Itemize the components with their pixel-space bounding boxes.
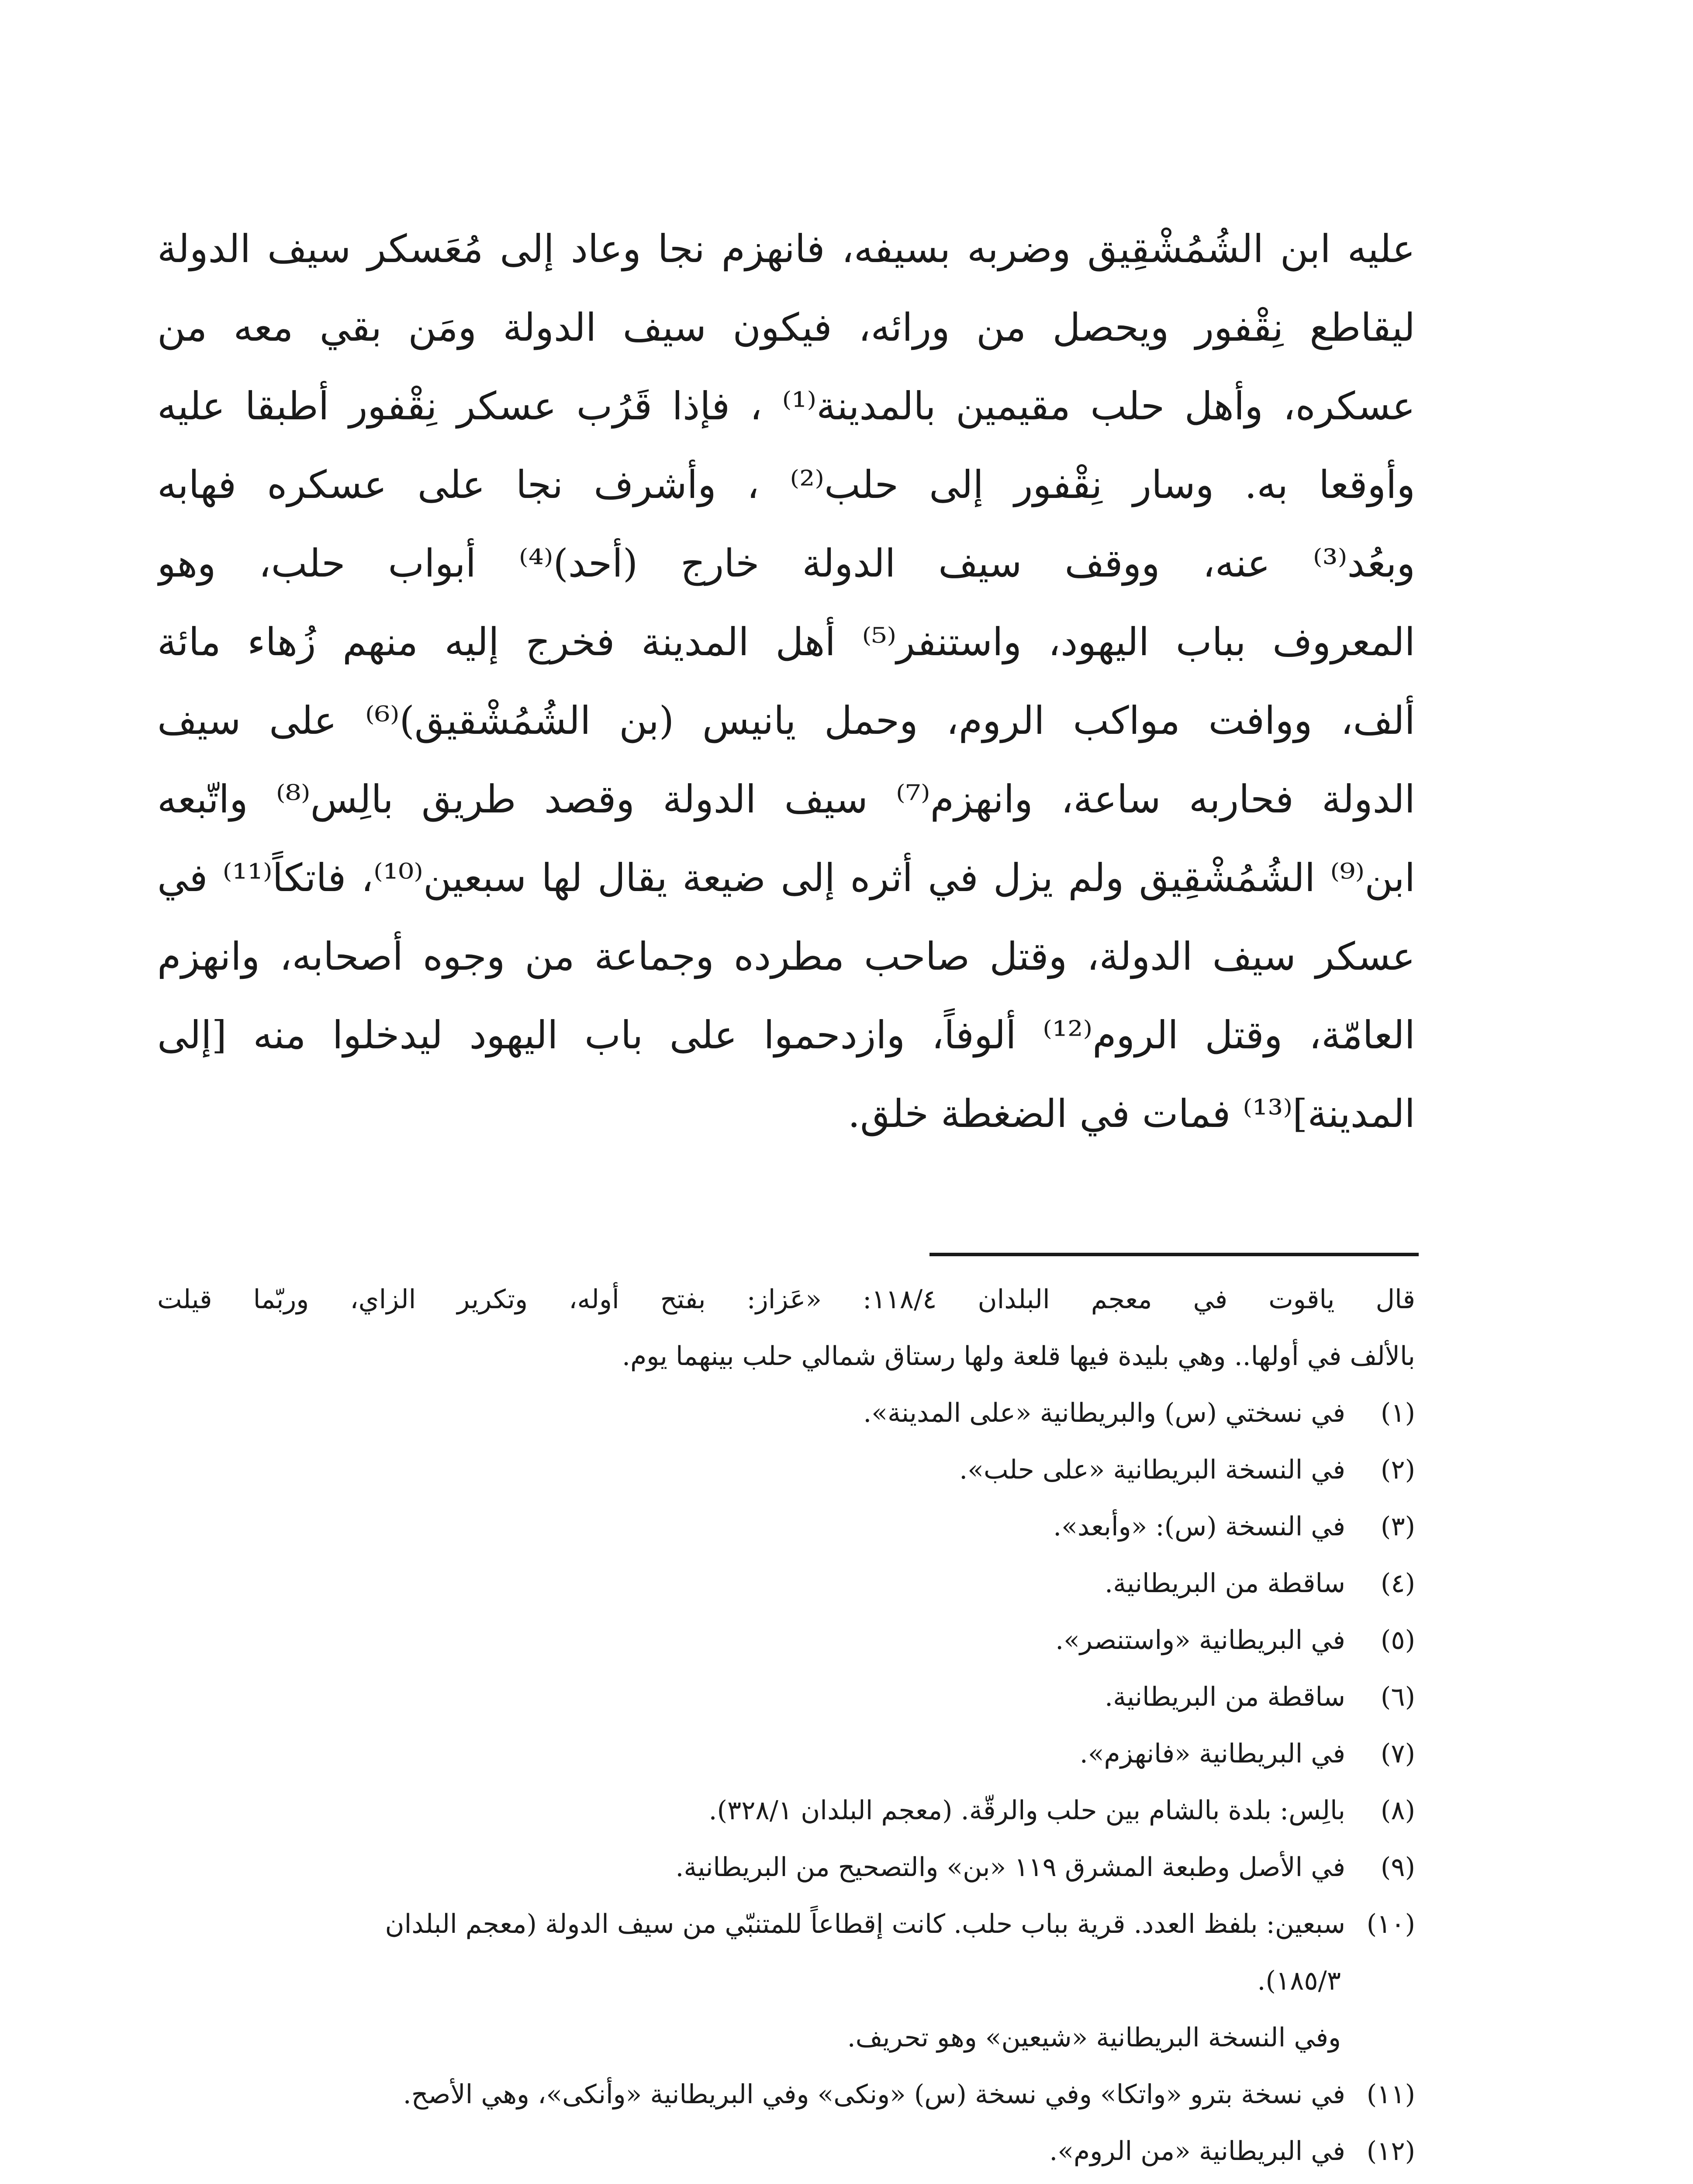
footnote-text: في نسخة بترو «واتكا» وفي نسخة (س) «ونكى» وفي البريطانية «وأنكى»، وهي الأصح. [403, 2079, 1345, 2110]
footnote-4 [157, 1555, 1415, 1612]
footnote-11 [157, 2066, 1415, 2123]
main-text-line: المعروف بباب اليهود، واستنفر⁽⁵⁾ أهل المدينة فخرج إليه منهم زُهاء مائة [157, 619, 1415, 664]
footnote-number: (١) [1380, 1398, 1415, 1428]
footnote-12 [157, 2123, 1415, 2180]
footnote-number: (٨) [1380, 1795, 1415, 1826]
main-text-line: ليقاطع نِقْفور ويحصل من ورائه، فيكون سيف الدولة ومَن بقي معه من [157, 305, 1415, 350]
footnote-text: في نسختي (س) والبريطانية «على المدينة». [863, 1398, 1345, 1428]
main-text-line: ألف، ووافت مواكب الروم، وحمل يانيس (بن الشُمُشْقيق)⁽⁶⁾ على سيف [157, 698, 1415, 743]
footnote-text: ساقطة من البريطانية. [1105, 1682, 1345, 1712]
footnote-3 [157, 1498, 1415, 1555]
footnote-8 [157, 1782, 1415, 1839]
footnote-text: بالِس: بلدة بالشام بين حلب والرقّة. (معجم البلدان ٣٢٨/١). [708, 1795, 1345, 1826]
footnote-intro-line: بالألف في أولها.. وهي بليدة فيها قلعة ولها رستاق شمالي حلب بينهما يوم. [622, 1341, 1415, 1372]
footnote-number: (١٠) [1366, 1909, 1415, 1939]
footnote-13 [157, 2180, 1415, 2184]
footnote-number: (٢) [1380, 1455, 1415, 1485]
main-text-line: وبعُد⁽³⁾ عنه، ووقف سيف الدولة خارج (أحد)⁽⁴⁾ أبواب حلب، وهو [157, 541, 1415, 586]
footnote-1 [157, 1385, 1415, 1441]
main-text-line: عليه ابن الشُمُشْقِيق وضربه بسيفه، فانهزم نجا وعاد إلى مُعَسكر سيف الدولة [157, 226, 1415, 271]
footnote-number: (١٢) [1366, 2136, 1415, 2167]
footnote-10 [157, 1896, 1415, 1952]
main-text-line: الدولة فحاربه ساعة، وانهزم⁽⁷⁾ سيف الدولة وقصد طريق بالِس⁽⁸⁾ واتّبعه [157, 777, 1415, 822]
footnote-text: في البريطانية «من الروم». [1049, 2136, 1345, 2167]
footnote-text: في النسخة البريطانية «على حلب». [959, 1455, 1345, 1485]
footnote-text: ساقطة من البريطانية. [1105, 1568, 1345, 1599]
footnote-number: (٦) [1380, 1682, 1415, 1712]
footnote-separator [929, 1253, 1419, 1256]
footnote-10-continuation: ١٨٥/٣). [1257, 1966, 1341, 1996]
footnote-number: (٧) [1380, 1738, 1415, 1769]
footnote-5 [157, 1612, 1415, 1669]
footnote-text: سبعين: بلفظ العدد. قرية بباب حلب. كانت إقطاعاً للمتنبّي من سيف الدولة (معجم البلدان [385, 1909, 1345, 1939]
footnote-10-extra: وفي النسخة البريطانية «شيعين» وهو تحريف. [847, 2022, 1341, 2053]
main-text-line: العامّة، وقتل الروم⁽¹²⁾ ألوفاً، وازدحموا على باب اليهود ليدخلوا منه [إلى [157, 1013, 1415, 1057]
footnote-number: (٥) [1380, 1625, 1415, 1655]
footnote-intro-line: قال ياقوت في معجم البلدان ١١٨/٤: «عَزاز: بفتح أوله، وتكرير الزاي، وربّما قيلت [157, 1284, 1415, 1315]
footnote-text: في البريطانية «فانهزم». [1079, 1738, 1345, 1769]
footnote-text: في النسخة (س): «وأبعد». [1053, 1511, 1345, 1542]
footnote-6 [157, 1669, 1415, 1725]
footnote-text: في البريطانية «واستنصر». [1055, 1625, 1345, 1655]
main-text-line: عسكره، وأهل حلب مقيمين بالمدينة⁽¹⁾ ، فإذا قَرُب عسكر نِقْفور أطبقا عليه [157, 384, 1415, 429]
footnote-number: (٣) [1380, 1511, 1415, 1542]
footnote-number [1345, 2180, 1415, 2184]
footnote-9 [157, 1839, 1415, 1896]
main-text-line: وأوقعا به. وسار نِقْفور إلى حلب⁽²⁾ ، وأشرف نجا على عسكره فهابه [157, 462, 1415, 507]
footnote-number: (٤) [1380, 1568, 1415, 1599]
main-text-line: ابن⁽⁹⁾ الشُمُشْقِيق ولم يزل في أثره إلى ضيعة يقال لها سبعين⁽¹⁰⁾، فاتكاً⁽¹¹⁾ في [157, 855, 1415, 900]
footnote-2 [157, 1441, 1415, 1498]
footnote-7 [157, 1725, 1415, 1782]
main-text-block [157, 210, 1415, 1153]
footnote-number: (١١) [1366, 2079, 1415, 2110]
main-text-line: المدينة]⁽¹³⁾ فمات في الضغطة خلق. [848, 1091, 1415, 1136]
footnote-text: في الأصل وطبعة المشرق ١١٩ «بن» والتصحيح من البريطانية. [675, 1852, 1345, 1883]
main-text-line: عسكر سيف الدولة، وقتل صاحب مطرده وجماعة من وجوه أصحابه، وانهزم [157, 934, 1415, 979]
footnotes-block [157, 1271, 1415, 2184]
footnote-number: (٩) [1380, 1852, 1415, 1883]
